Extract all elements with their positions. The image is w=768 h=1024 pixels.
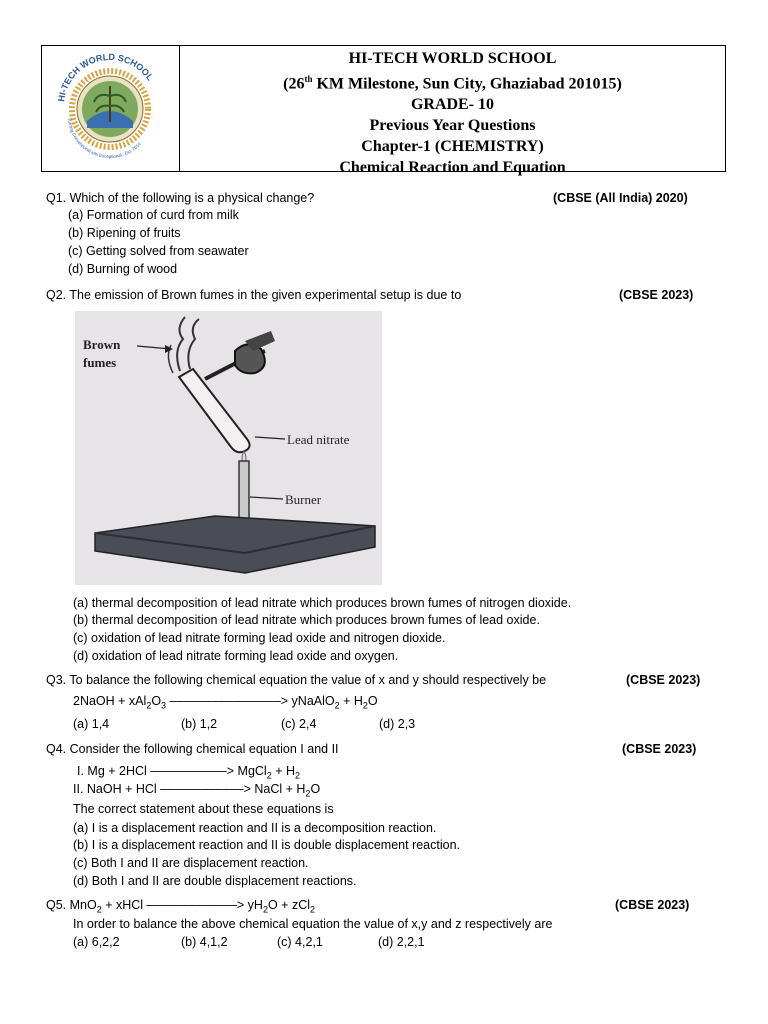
q3-option-a: (a) 1,4 [73, 717, 110, 731]
experiment-illustration [75, 311, 382, 585]
q5-question: Q5. MnO$_2$ + xHCl –––––––––––––> $yH_2O + zCl_2$ [46, 898, 316, 915]
q4-equation-2: II. NaOH + HCl ––––––––––––> NaCl + $H_2O$ [73, 782, 321, 799]
q1-option-d: (d) Burning of wood [68, 262, 178, 276]
q1-source: (CBSE (All India) 2020) [553, 191, 688, 205]
school-address: (26th KM Milestone, Sun City, Ghaziabad 201015) [283, 74, 622, 93]
q2-option-c: (c) oxidation of lead nitrate forming lead oxide and nitrogen dioxide. [73, 631, 446, 645]
label-brown: Brown [83, 337, 121, 352]
q5-option-c: (c) 4,2,1 [277, 935, 323, 949]
school-logo-emblem [42, 46, 179, 171]
q3-question: Q3. To balance the following chemical equation the value of x and y should respectively be [46, 673, 547, 687]
q4-option-d: (d) Both I and II are double displacement reactions. [73, 874, 357, 888]
q2-option-b: (b) thermal decomposition of lead nitrate which produces brown fumes of lead oxide. [73, 613, 540, 627]
q4-option-b: (b) I is a displacement reaction and II is double displacement reaction. [73, 838, 461, 852]
logo-ring-text: HI-TECH WORLD SCHOOL [56, 51, 156, 103]
q1-question: Q1. Which of the following is a physical change? [46, 191, 315, 205]
q5-option-b: (b) 4,1,2 [181, 935, 228, 949]
q1-option-c: (c) Getting solved from seawater [68, 244, 249, 258]
chapter-line: Chapter-1 (CHEMISTRY) [361, 138, 544, 156]
q4-equation-1: I. Mg + 2HCl –––––––––––> MgCl$_2$ + $H_2$ [77, 764, 301, 781]
grade-line: GRADE- 10 [410, 96, 495, 114]
label-burner: Burner [285, 492, 322, 507]
school-name: HI-TECH WORLD SCHOOL [348, 50, 557, 67]
q2-option-a: (a) thermal decomposition of lead nitrate which produces brown fumes of nitrogen dioxide. [73, 596, 572, 610]
q2-figure [75, 311, 382, 585]
q3-equation: 2NaOH + $xAl_2O_3$ ––––––––––––––––> yNaAlO$_2$ + $H_2O$ [73, 694, 378, 711]
q3-option-c: (c) 2,4 [281, 717, 317, 731]
header-table [41, 45, 726, 177]
q4-statement: The correct statement about these equations is [73, 802, 334, 816]
q4-option-a: (a) I is a displacement reaction and II is a decomposition reaction. [73, 821, 437, 835]
q5-source: (CBSE 2023) [615, 898, 690, 912]
q4-question: Q4. Consider the following chemical equation I and II [46, 742, 339, 756]
header-title-block [180, 48, 725, 178]
q4-option-c: (c) Both I and II are displacement reaction. [73, 856, 309, 870]
q5-option-d: (d) 2,2,1 [378, 935, 425, 949]
q4-source: (CBSE 2023) [622, 742, 697, 756]
paper-subtitle: Previous Year Questions [369, 117, 536, 135]
q2-question: Q2. The emission of Brown fumes in the given experimental setup is due to [46, 288, 462, 302]
q3-source: (CBSE 2023) [626, 673, 701, 687]
q2-option-d: (d) oxidation of lead nitrate forming lead oxide and oxygen. [73, 649, 399, 663]
topic-line: Chemical Reaction and Equation [339, 159, 566, 177]
q1-option-b: (b) Ripening of fruits [68, 226, 181, 240]
q5-statement: In order to balance the above chemical equation the value of x,y and z respectively are [73, 917, 553, 931]
school-logo [42, 46, 180, 171]
q3-option-b: (b) 1,2 [181, 717, 218, 731]
q5-option-a: (a) 6,2,2 [73, 935, 120, 949]
label-fumes: fumes [83, 355, 117, 370]
q3-option-d: (d) 2,3 [379, 717, 416, 731]
logo-tagline: Turning Conventional into Exceptional...Est. 2014 [67, 117, 142, 160]
q2-source: (CBSE 2023) [619, 288, 694, 302]
label-lead-nitrate: Lead nitrate [287, 432, 350, 447]
q1-option-a: (a) Formation of curd from milk [68, 208, 239, 222]
